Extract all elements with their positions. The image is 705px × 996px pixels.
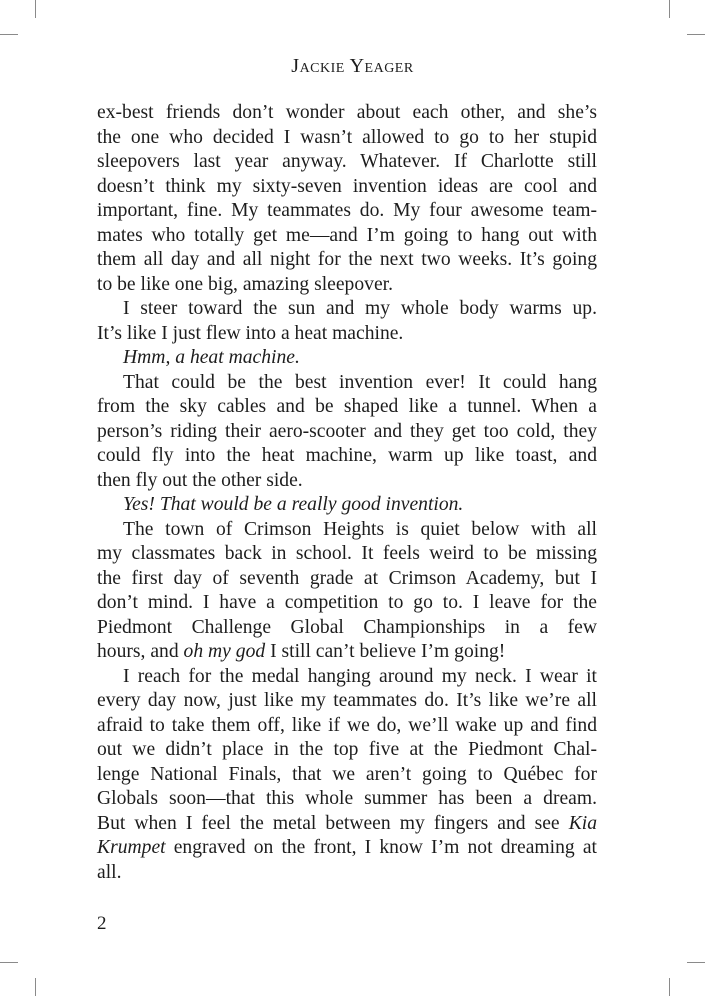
text-line: Piedmont Challenge Global Championships in a few xyxy=(97,616,597,638)
page-number: 2 xyxy=(97,913,107,934)
body-text xyxy=(97,101,597,885)
text-line: then fly out the other side. xyxy=(97,469,303,491)
text-line: doesn’t think my sixty-seven invention ideas are cool and xyxy=(97,175,597,197)
text-line: all. xyxy=(97,861,122,883)
text-line: The town of Crimson Heights is quiet below with all xyxy=(123,518,597,540)
text-line: I steer toward the sun and my whole body warms up. xyxy=(123,298,597,319)
crop-mark-bottom-right xyxy=(669,978,670,996)
text-segment: hours, and xyxy=(97,641,184,662)
text-line: lenge National Finals, that we aren’t going to Québec for xyxy=(97,763,597,785)
text-line: That could be the best invention ever! It could hang xyxy=(123,371,597,393)
paragraph xyxy=(97,518,597,665)
text-segment: But when I feel the metal between my fingers and see xyxy=(97,812,569,834)
text-line xyxy=(97,346,597,371)
text-line: to be like one big, amazing sleepover. xyxy=(97,273,393,295)
italic-thought: Hmm, a heat machine. xyxy=(123,347,300,368)
text-line: person’s riding their aero-scooter and they get too cold, they xyxy=(97,420,597,442)
crop-mark-bottom-right-h xyxy=(687,962,705,963)
italic-name: Krumpet xyxy=(97,837,166,858)
paragraph xyxy=(97,346,597,371)
crop-mark-top-right xyxy=(669,0,670,18)
crop-mark-top-left-h xyxy=(0,34,18,35)
italic-phrase: oh my god xyxy=(183,641,266,662)
text-line: sleepovers last year anyway. Whatever. If Charlotte still xyxy=(97,151,597,172)
text-line xyxy=(97,640,597,665)
text-line: the one who decided I wasn’t allowed to go to her stupid xyxy=(97,126,597,148)
text-line xyxy=(97,812,597,837)
text-line: Globals soon—that this whole summer has been a dream. xyxy=(97,788,597,809)
paragraph xyxy=(97,297,597,346)
text-line: them all day and all night for the next two weeks. It’s going xyxy=(97,249,597,270)
text-line: from the sky cables and be shaped like a tunnel. When a xyxy=(97,396,597,417)
paragraph xyxy=(97,665,597,886)
text-segment: I still can’t believe I’m going! xyxy=(265,641,506,662)
text-line: important, fine. My teammates do. My four awesome team- xyxy=(97,200,597,221)
paragraph xyxy=(97,371,597,494)
running-head: Jackie Yeager xyxy=(291,55,414,77)
text-line xyxy=(97,493,597,518)
paragraph xyxy=(97,101,597,297)
text-line: my classmates back in school. It feels weird to be missing xyxy=(97,543,597,564)
paragraph xyxy=(97,493,597,518)
text-line: It’s like I just flew into a heat machine. xyxy=(97,322,404,344)
text-line: ex-best friends don’t wonder about each other, and she’s xyxy=(97,102,597,123)
italic-name: Kia xyxy=(568,812,597,834)
crop-mark-top-left xyxy=(35,0,36,18)
text-line: out we didn’t place in the top five at the Piedmont Chal- xyxy=(97,739,597,760)
text-line: every day now, just like my teammates do. It’s like we’re all xyxy=(97,690,597,711)
text-segment: engraved on the front, I know I’m not dreaming at xyxy=(165,837,597,858)
text-line: I reach for the medal hanging around my neck. I wear it xyxy=(123,665,597,687)
text-line xyxy=(97,836,597,861)
crop-mark-bottom-left xyxy=(35,978,36,996)
text-line: mates who totally get me—and I’m going to hang out with xyxy=(97,224,597,246)
crop-mark-bottom-left-h xyxy=(0,962,18,963)
text-line: don’t mind. I have a competition to go to. I leave for the xyxy=(97,592,597,613)
text-line: the first day of seventh grade at Crimson Academy, but I xyxy=(97,567,597,589)
crop-mark-top-right-h xyxy=(687,34,705,35)
text-line: could fly into the heat machine, warm up like toast, and xyxy=(97,445,597,466)
text-line: afraid to take them off, like if we do, we’ll wake up and find xyxy=(97,714,597,736)
italic-thought: Yes! That would be a really good invention. xyxy=(123,494,464,515)
